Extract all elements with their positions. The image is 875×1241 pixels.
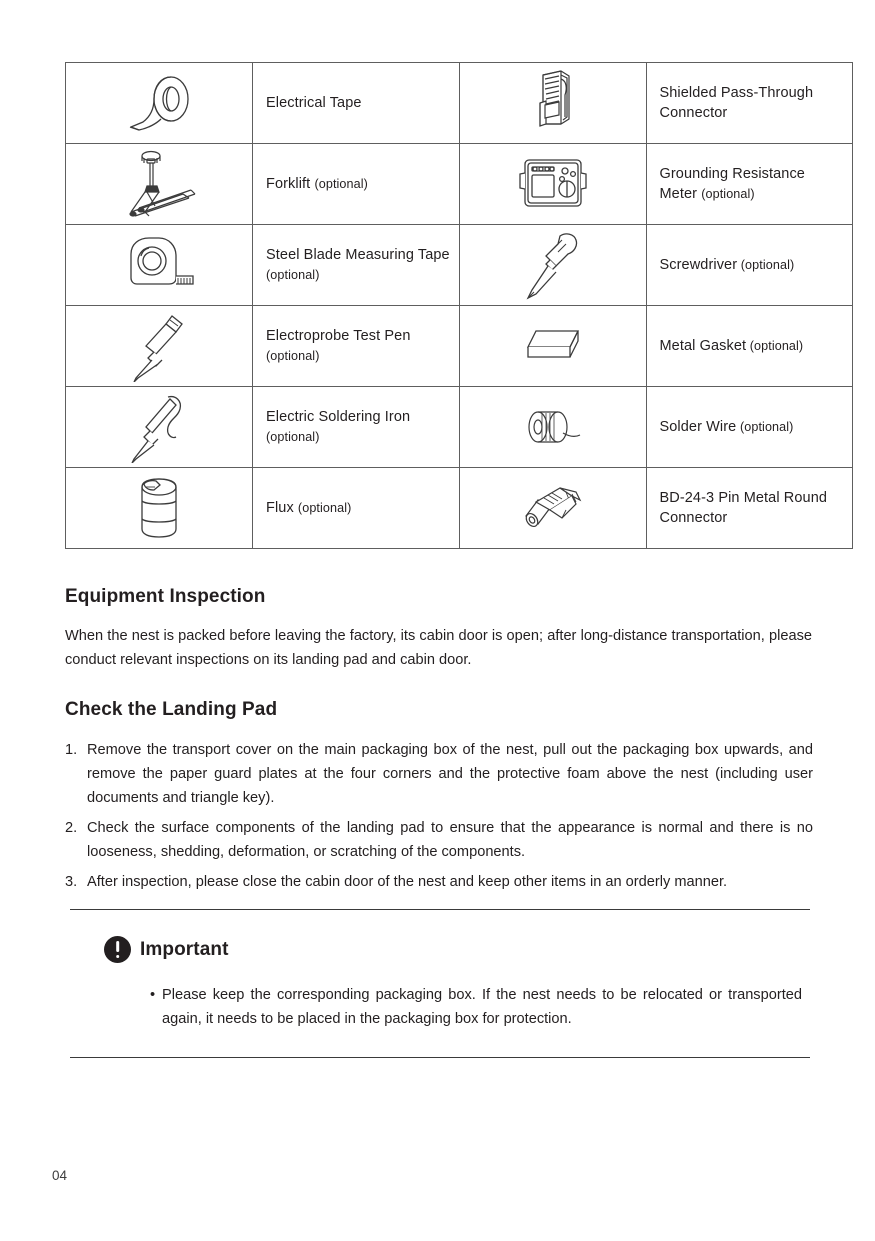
- item-optional: (optional): [314, 177, 368, 191]
- list-item-number: 3.: [65, 874, 78, 890]
- solder-wire-icon: [459, 387, 646, 468]
- item-optional: (optional): [266, 349, 320, 363]
- item-label: Steel Blade Measuring Tape: [266, 247, 450, 263]
- item-optional: (optional): [746, 339, 804, 353]
- table-row: [66, 225, 853, 306]
- page-number: 04: [52, 1168, 68, 1183]
- table-cell-label: [646, 468, 853, 549]
- list-item-text: After inspection, please close the cabin door of the nest and keep other items in an orderly manner.: [87, 874, 728, 890]
- item-label: Metal Gasket: [659, 338, 747, 354]
- callout-title: Important: [140, 938, 229, 960]
- table-row: [66, 468, 853, 549]
- item-optional: (optional): [736, 420, 794, 434]
- table-cell-label: [646, 63, 853, 144]
- list-item: [65, 870, 813, 894]
- electroprobe-test-pen-icon: [66, 306, 253, 387]
- table-row: [66, 144, 853, 225]
- list-item-number: 1.: [65, 742, 78, 758]
- table-cell-label: [253, 225, 460, 306]
- grounding-resistance-meter-icon: [459, 144, 646, 225]
- item-label: Electric Soldering Iron: [266, 409, 411, 425]
- list-item: [65, 738, 813, 810]
- item-optional: (optional): [266, 430, 320, 444]
- callout-text: Please keep the corresponding packaging box. If the nest needs to be relocated or transported again, it needs to be placed in the packaging box for protection.: [162, 987, 802, 1027]
- table-cell-label: [646, 225, 853, 306]
- list-item: [65, 816, 813, 864]
- table-cell-label: [646, 387, 853, 468]
- electrical-tape-icon: [66, 63, 253, 144]
- table-cell-label: [253, 144, 460, 225]
- callout-top-rule: [70, 909, 810, 910]
- item-optional: (optional): [701, 187, 755, 201]
- table-cell-label: [253, 63, 460, 144]
- item-optional: (optional): [266, 268, 320, 282]
- list-item-text: Remove the transport cover on the main packaging box of the nest, pull out the packaging box upwards, and remove the paper guard plates at the four corners and the protective foam above the nest (including user documents and triangle key).: [87, 742, 813, 806]
- callout-header: [104, 936, 810, 963]
- callout-body: [150, 983, 802, 1031]
- table-cell-label: [253, 387, 460, 468]
- item-label: Shielded Pass-Through Connector: [659, 85, 814, 121]
- item-label: Electroprobe Test Pen: [266, 328, 411, 344]
- item-label: Electrical Tape: [266, 95, 362, 111]
- tools-table: [65, 62, 853, 549]
- table-cell-label: [253, 468, 460, 549]
- heading-equipment-inspection: Equipment Inspection: [65, 586, 266, 607]
- item-label: Solder Wire: [659, 419, 737, 435]
- bullet-glyph: •: [150, 987, 156, 1003]
- table-cell-label: [646, 306, 853, 387]
- forklift-icon: [66, 144, 253, 225]
- item-label: Flux: [266, 500, 298, 516]
- item-optional: (optional): [297, 501, 352, 515]
- electric-soldering-iron-icon: [66, 387, 253, 468]
- item-label: Grounding Resistance Meter: [659, 166, 805, 202]
- item-label: BD-24-3 Pin Metal Round Connector: [659, 490, 828, 526]
- screwdriver-icon: [459, 225, 646, 306]
- callout-bottom-rule: [70, 1057, 810, 1058]
- list-item-text: Check the surface components of the landing pad to ensure that the appearance is normal and there is no looseness, shedding, deformation, or scratching of the components.: [87, 820, 813, 860]
- table-row: [66, 63, 853, 144]
- table-row: [66, 387, 853, 468]
- steel-blade-measuring-tape-icon: [66, 225, 253, 306]
- table-cell-label: [253, 306, 460, 387]
- flux-icon: [66, 468, 253, 549]
- important-callout: [70, 909, 810, 1058]
- paragraph-equipment-inspection: When the nest is packed before leaving the factory, its cabin door is open; after long-distance transportation, please conduct relevant inspections on its landing pad and cabin door.: [65, 628, 812, 668]
- bd-24-3-pin-metal-round-connector-icon: [459, 468, 646, 549]
- table-cell-label: [646, 144, 853, 225]
- metal-gasket-icon: [459, 306, 646, 387]
- item-label: Forklift: [266, 176, 315, 192]
- table-row: [66, 306, 853, 387]
- steps-list: [65, 738, 813, 900]
- heading-check-landing-pad: Check the Landing Pad: [65, 699, 278, 720]
- exclamation-circle-icon: [104, 936, 131, 963]
- item-optional: (optional): [737, 258, 795, 272]
- shielded-pass-through-connector-icon: [459, 63, 646, 144]
- list-item-number: 2.: [65, 820, 78, 836]
- item-label: Screwdriver: [659, 257, 738, 273]
